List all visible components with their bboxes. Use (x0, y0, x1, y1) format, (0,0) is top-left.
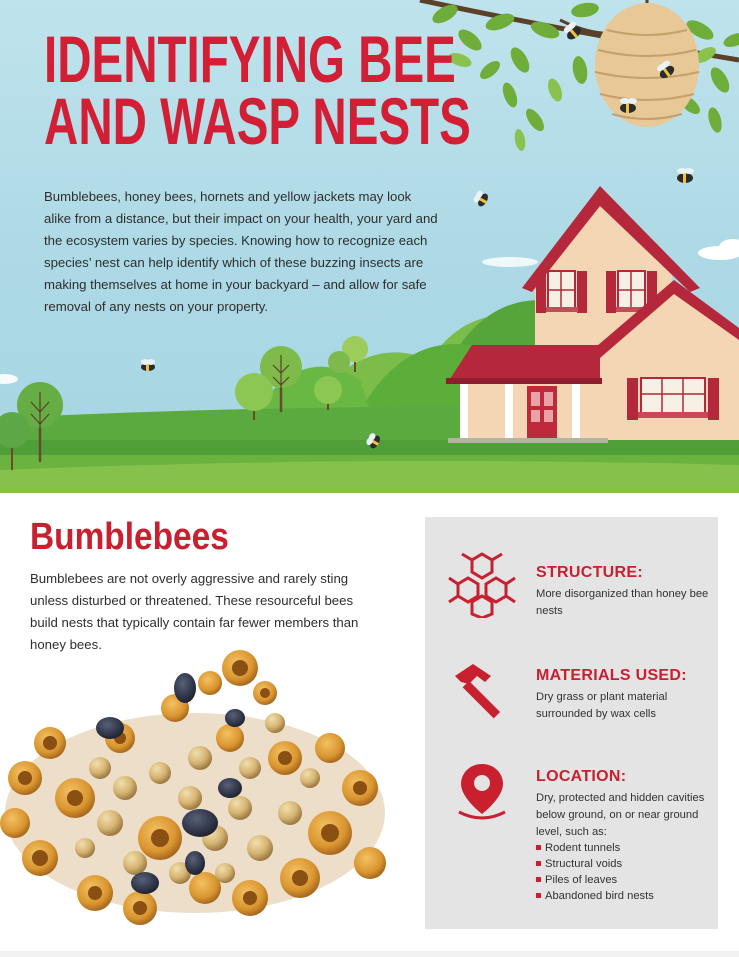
map-pin-icon (447, 762, 517, 822)
nest-facts-panel (425, 517, 718, 929)
structure-title: STRUCTURE: (536, 564, 643, 581)
section-heading-bumblebees: Bumblebees (30, 516, 229, 558)
cloud-left (0, 374, 18, 384)
page-title (44, 22, 471, 158)
list-item: Piles of leaves (536, 872, 654, 888)
page-bottom-edge (0, 951, 739, 957)
list-item: Abandoned bird nests (536, 888, 654, 904)
location-list (536, 840, 654, 904)
upper-window-left (536, 271, 587, 313)
tree-7 (328, 351, 350, 373)
list-item: Rodent tunnels (536, 840, 654, 856)
hanging-hive (595, 0, 699, 127)
structure-text: More disorganized than honey bee nests (536, 588, 709, 617)
house (446, 186, 739, 443)
bee-4 (677, 168, 694, 183)
list-item: Structural voids (536, 856, 654, 872)
bumblebees-description: Bumblebees are not overly aggressive and rarely sting unless disturbed or threatened. These resourceful bees build nests that typically contain far fewer members than honey bees. (30, 571, 359, 652)
cloud-right (698, 239, 739, 260)
location-text: Dry, protected and hidden cavities below ground, on or near ground level, such as: (536, 792, 705, 838)
title-line-2: AND WASP NESTS (44, 84, 471, 158)
honeycomb-icon (447, 550, 517, 618)
title-line-1: IDENTIFYING BEE (44, 22, 456, 96)
front-door (527, 386, 557, 440)
bee-5 (472, 189, 490, 208)
location-title: LOCATION: (536, 768, 627, 785)
bee-6 (141, 359, 155, 371)
bee-3 (620, 98, 637, 113)
hammer-icon (447, 662, 517, 722)
materials-text: Dry grass or plant material surrounded by wax cells (536, 691, 668, 720)
intro-paragraph: Bumblebees, honey bees, hornets and yellow jackets may look alike from a distance, but their impact on your health, your yard and the ecosystem varies by species. Knowing how to recognize each species’ nest can help identify which of these buzzing insects are making themselves at home in your backyard – and allow for safe removal of any nests on your property. (44, 189, 438, 314)
materials-title: MATERIALS USED: (536, 667, 687, 684)
bumblebee-nest-image (0, 648, 400, 938)
